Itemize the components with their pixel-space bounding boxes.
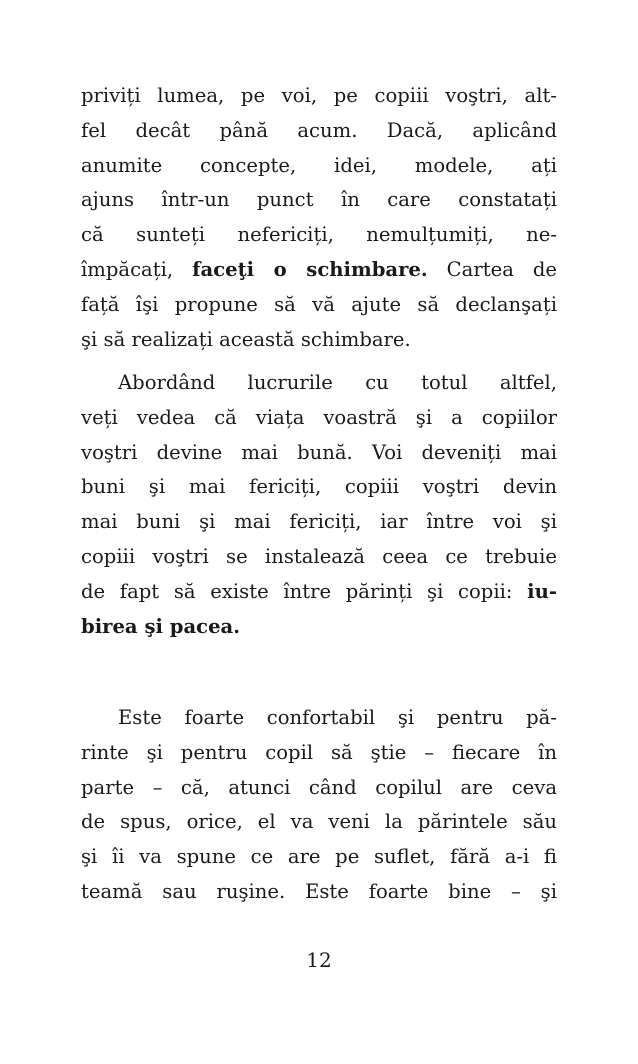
text-segment: de spus, orice, el va veni la părintele său bbox=[81, 810, 557, 834]
text-line bbox=[81, 540, 557, 575]
text-line bbox=[81, 401, 557, 436]
text-segment: veți vedea că viața voastră şi a copiilor bbox=[81, 405, 557, 429]
text-segment: că sunteți nefericiți, nemulțumiți, ne- bbox=[81, 223, 557, 247]
paragraph-1 bbox=[81, 79, 557, 357]
text-line bbox=[81, 436, 557, 471]
text-segment: voştri devine mai bună. Voi deveniți mai bbox=[81, 440, 557, 464]
bold-text: birea şi pacea. bbox=[81, 614, 241, 638]
text-line bbox=[81, 805, 557, 840]
text-segment: şi îi va spune ce are pe suflet, fără a-i fi bbox=[81, 845, 557, 869]
text-segment: Este foarte confortabil şi pentru pă- bbox=[118, 706, 557, 729]
bold-text: faceţi o schimbare. bbox=[192, 257, 428, 281]
text-segment: de fapt să existe între părinți şi copii: bbox=[81, 579, 528, 603]
text-segment: copiii voştri se instalează ceea ce trebuie bbox=[81, 544, 557, 568]
text-segment: parte – că, atunci când copilul are ceva bbox=[81, 775, 557, 799]
text-line bbox=[81, 183, 557, 218]
text-line bbox=[81, 366, 557, 401]
text-segment: teamă sau ruşine. Este foarte bine – şi bbox=[81, 879, 557, 903]
text-segment: priviți lumea, pe voi, pe copiii voştri, alt- bbox=[81, 84, 557, 107]
text-segment: față îşi propune să vă ajute să declanşați bbox=[81, 292, 557, 316]
text-line bbox=[81, 701, 557, 736]
text-line bbox=[81, 149, 557, 184]
text-segment: ajuns într-un punct în care constatați bbox=[81, 188, 557, 212]
paragraph-3 bbox=[81, 701, 557, 910]
text-line bbox=[81, 575, 557, 610]
text-segment: fel decât până acum. Dacă, aplicând bbox=[81, 118, 557, 142]
text-segment: şi să realizați această schimbare. bbox=[81, 327, 411, 351]
text-segment: Cartea de bbox=[427, 257, 557, 281]
text-line bbox=[81, 79, 557, 114]
text-segment: împăcați, bbox=[81, 257, 193, 281]
text-line bbox=[81, 470, 557, 505]
text-segment: mai buni şi mai fericiți, iar între voi şi bbox=[81, 510, 557, 534]
text-line bbox=[81, 771, 557, 806]
text-line bbox=[81, 253, 557, 288]
text-line bbox=[81, 218, 557, 253]
text-line bbox=[81, 323, 557, 358]
text-segment: anumite concepte, idei, modele, ați bbox=[81, 153, 557, 177]
text-line bbox=[81, 840, 557, 875]
page-number: 12 bbox=[306, 948, 332, 972]
text-line bbox=[81, 875, 557, 910]
bold-text: iu- bbox=[527, 579, 557, 603]
text-segment: rinte şi pentru copil să ştie – fiecare în bbox=[81, 740, 557, 764]
paragraph-2 bbox=[81, 366, 557, 644]
text-line bbox=[81, 114, 557, 149]
text-segment: Abordând lucrurile cu totul altfel, bbox=[118, 371, 557, 394]
text-line bbox=[81, 505, 557, 540]
text-line bbox=[81, 610, 557, 645]
text-line bbox=[81, 288, 557, 323]
text-line bbox=[81, 736, 557, 771]
text-segment: buni şi mai fericiți, copiii voştri devin bbox=[81, 475, 557, 499]
